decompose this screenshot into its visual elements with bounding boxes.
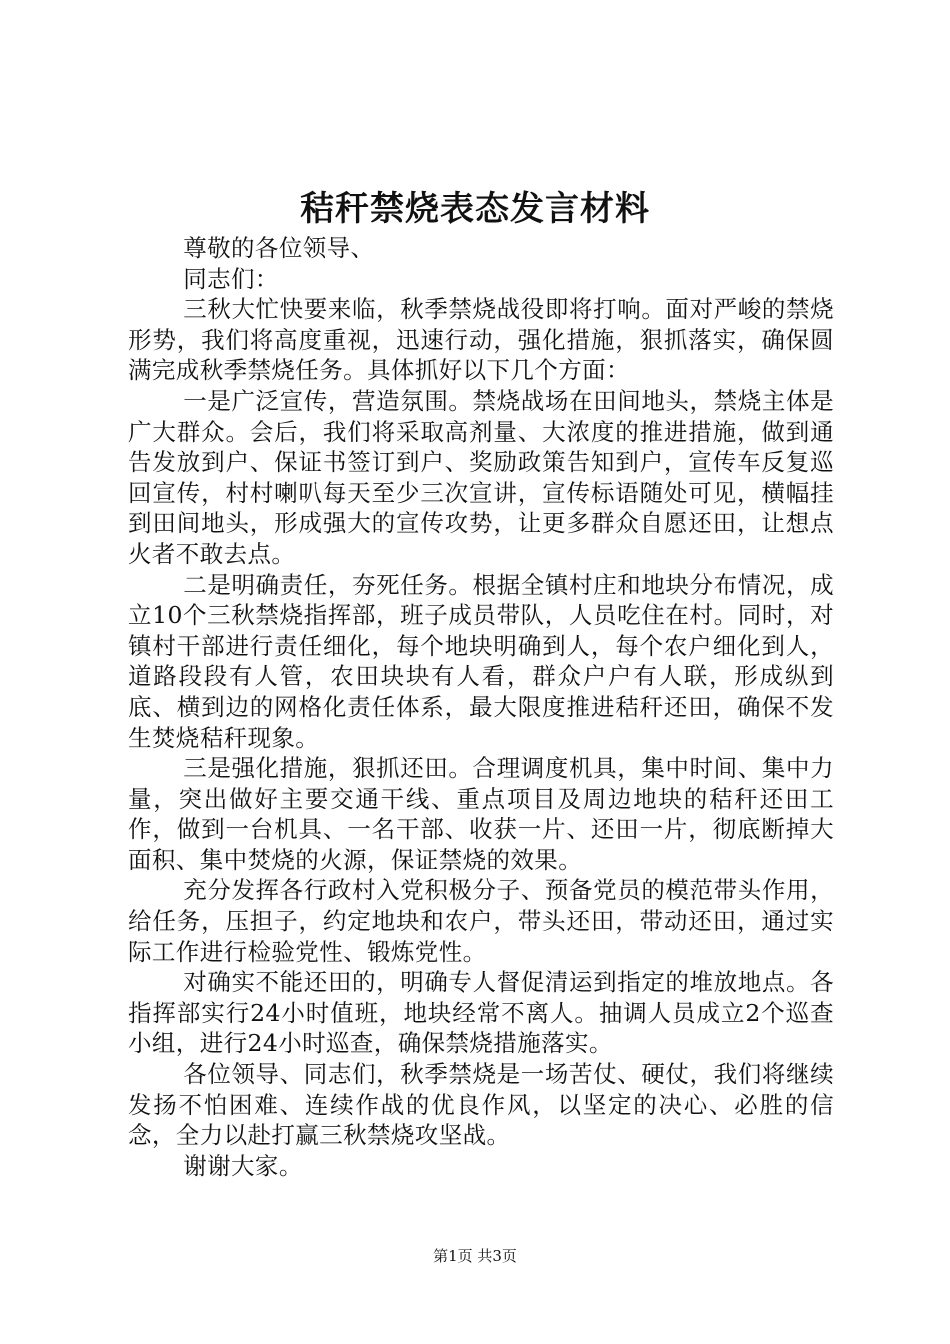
closing-thanks: 谢谢大家。: [183, 1151, 303, 1180]
salutation-line-1: 尊敬的各位领导、: [183, 234, 375, 262]
paragraph-publicity: 一是广泛宣传，营造氛围。禁烧战场在田间地头，禁烧主体是广大群众。会后，我们将采取高剂量、大浓度的推进措施，做到通告发放到户、保证书签订到户、奖励政策告知到户，宣传车反复巡回宣传，村村喇叭每天至少三次宣讲，宣传标语随处可见，横幅挂到田间地头，形成强大的宣传攻势，让更多群众自愿还田，让想点火者不敢去点。: [128, 386, 834, 568]
paragraph-measures: 三是强化措施，狠抓还田。合理调度机具，集中时间、集中力量，突出做好主要交通干线、重点项目及周边地块的秸秆还田工作，做到一台机具、一名干部、收获一片、还田一片，彻底断掉大面积、集中焚烧的火源，保证禁烧的效果。: [128, 754, 834, 874]
paragraph-cleanup: 对确实不能还田的，明确专人督促清运到指定的堆放地点。各指挥部实行24小时值班，地块经常不离人。抽调人员成立2个巡查小组，进行24小时巡查，确保禁烧措施落实。: [128, 968, 834, 1058]
paragraph-conclusion: 各位领导、同志们，秋季禁烧是一场苦仗、硬仗，我们将继续发扬不怕困难、连续作战的优良作风，以坚定的决心、必胜的信念，全力以赴打赢三秋禁烧攻坚战。: [128, 1060, 834, 1150]
paragraph-party-members: 充分发挥各行政村入党积极分子、预备党员的模范带头作用，给任务，压担子，约定地块和农户，带头还田，带动还田，通过实际工作进行检验党性、锻炼党性。: [128, 876, 834, 966]
salutation-line-2: 同志们：: [183, 264, 279, 293]
page-number-footer: 第1页 共3页: [433, 1247, 517, 1265]
intro-paragraph: 三秋大忙快要来临，秋季禁烧战役即将打响。面对严峻的禁烧形势，我们将高度重视，迅速行动，强化措施，狠抓落实，确保圆满完成秋季禁烧任务。具体抓好以下几个方面：: [128, 295, 834, 385]
paragraph-responsibility: 二是明确责任，夯死任务。根据全镇村庄和地块分布情况，成立10个三秋禁烧指挥部，班子成员带队，人员吃住在村。同时，对镇村干部进行责任细化，每个地块明确到人，每个农户细化到人，道路段段有人管，农田块块有人看，群众户户有人联，形成纵到底、横到边的网格化责任体系，最大限度推进秸秆还田，确保不发生焚烧秸秆现象。: [128, 570, 834, 752]
document-body: [128, 233, 834, 1181]
document-title: 秸秆禁烧表态发言材料: [300, 189, 650, 229]
